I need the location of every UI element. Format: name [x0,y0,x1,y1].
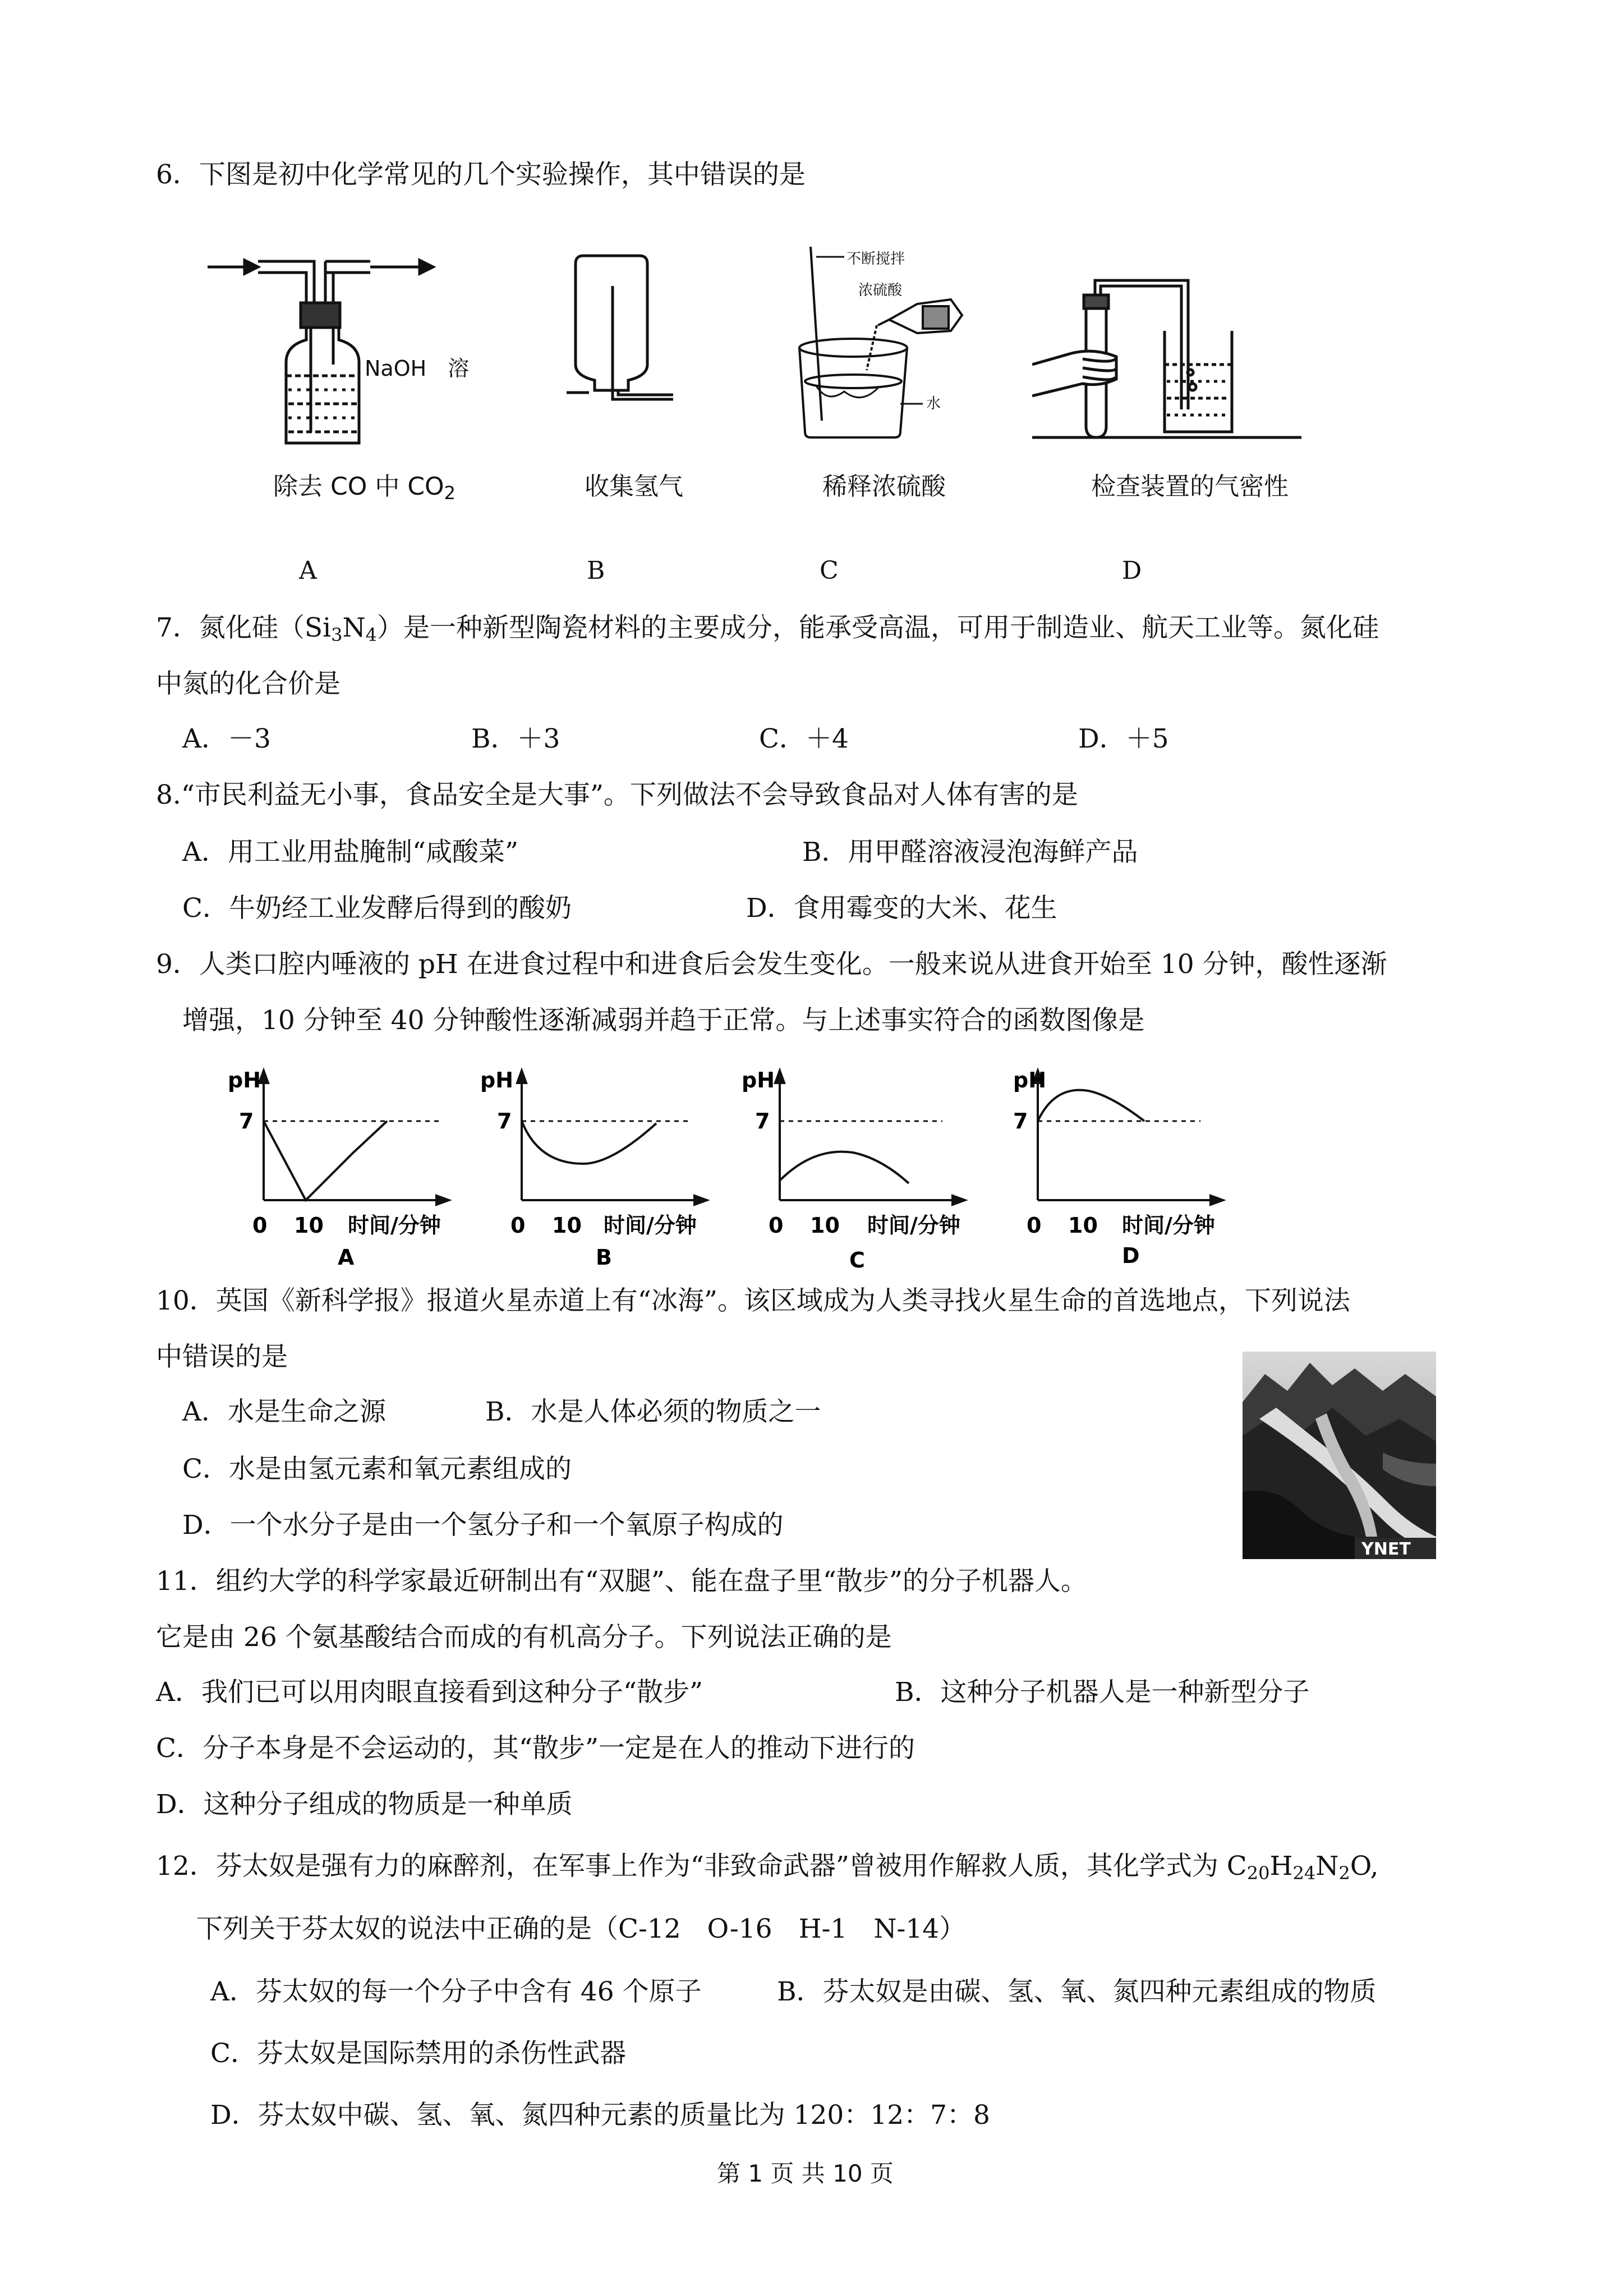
fig-a-gas-washing-bottle [191,241,505,454]
q9-d-letter: D [1122,1243,1140,1268]
q9-graph-b [466,1063,718,1281]
q8-option-b: B．用甲醛溶液浸泡海鲜产品 [802,837,1138,868]
q9-a-y7: 7 [239,1109,254,1133]
q9-c-xlabel: 时间/分钟 [867,1213,960,1238]
q12-option-c: C．芬太奴是国际禁用的杀伤性武器 [210,2038,626,2069]
q10-option-d: D．一个水分子是由一个氢分子和一个氧原子构成的 [182,1510,784,1541]
q7-option-a: A．－3 [182,723,271,754]
q10-option-b: B．水是人体必须的物质之一 [485,1396,821,1427]
fig-a-label: NaOH 溶 [365,356,470,381]
q7-stem-line2: 中氮的化合价是 [156,668,341,699]
q12-option-d: D．芬太奴中碳、氢、氧、氮四种元素的质量比为 120：12：7：8 [210,2100,990,2131]
caption-a: 除去 CO 中 CO2 [273,472,456,504]
q12-stem: 12．芬太奴是强有力的麻醉剂，在军事上作为“非致命武器”曾被用作解救人质，其化学式为 C20H24N2O, [156,1851,1379,1884]
q9-b-x10: 10 [552,1213,582,1238]
q8-option-d: D．食用霉变的大米、花生 [746,893,1057,924]
q9-c-y7: 7 [755,1109,770,1133]
q11-option-a: A．我们已可以用肉眼直接看到这种分子“散步” [156,1677,703,1708]
q7-option-d: D．＋5 [1078,723,1169,754]
q7-option-c: C．＋4 [759,723,849,754]
q10-stem-line2: 中错误的是 [156,1341,288,1372]
q11-stem: 11．组约大学的科学家最近研制出有“双腿”、能在盘子里“散步”的分子机器人。 [156,1566,1087,1597]
q9-b-y7: 7 [497,1109,512,1133]
q10-option-c: C．水是由氢元素和氧元素组成的 [182,1454,572,1484]
q6-stem: 6．下图是初中化学常见的几个实验操作，其中错误的是 [156,159,806,190]
caption-b: 收集氢气 [585,472,683,501]
q9-graph-c [724,1063,976,1281]
fig-b-inverted-bottle [555,252,701,415]
q10-option-a: A．水是生命之源 [182,1396,386,1427]
fig-c-stir-label: 不断搅拌 [846,251,905,268]
q9-c-x0: 0 [769,1213,784,1238]
glacier-photo [1243,1352,1436,1559]
q9-c-letter: C [849,1248,865,1273]
photo-watermark: YNET [1361,1539,1411,1559]
q9-a-ylabel: pH [228,1068,261,1092]
q9-b-letter: B [596,1245,612,1270]
q12-option-a: A．芬太奴的每一个分子中含有 46 个原子 [210,1976,702,2007]
option-letter-d: D [1122,556,1142,585]
q11-option-d: D．这种分子组成的物质是一种单质 [156,1789,573,1820]
q9-d-xlabel: 时间/分钟 [1122,1213,1215,1238]
q9-b-xlabel: 时间/分钟 [604,1213,697,1238]
q11-option-b: B．这种分子机器人是一种新型分子 [895,1677,1310,1708]
q8-option-c: C．牛奶经工业发酵后得到的酸奶 [182,893,572,924]
fig-d-airtightness-check [1032,269,1313,443]
q11-option-c: C．分子本身是不会运动的，其“散步”一定是在人的推动下进行的 [156,1733,915,1764]
q9-a-xlabel: 时间/分钟 [348,1213,441,1238]
q9-b-ylabel: pH [480,1068,514,1092]
option-letter-a: A [299,556,317,585]
q7-option-b: B．＋3 [471,723,560,754]
option-letter-b: B [587,556,605,585]
q9-graph-a [208,1063,454,1281]
q9-c-x10: 10 [810,1213,840,1238]
q9-a-x10: 10 [294,1213,324,1238]
q12-option-b: B．芬太奴是由碳、氢、氧、氮四种元素组成的物质 [777,1976,1377,2007]
q9-b-x0: 0 [510,1213,526,1238]
q9-a-x0: 0 [252,1213,268,1238]
fig-c-acid-label: 浓硫酸 [858,282,903,299]
q9-d-ylabel: pH [1013,1068,1047,1092]
q12-stem-line2: 下列关于芬太奴的说法中正确的是（C-12 O-16 H-1 N-14） [196,1914,966,1944]
q8-stem: 8.“市民利益无小事，食品安全是大事”。下列做法不会导致食品对人体有害的是 [156,780,1078,810]
caption-d: 检查装置的气密性 [1091,472,1289,501]
q9-d-x0: 0 [1027,1213,1042,1238]
q9-graph-d [982,1063,1262,1281]
q9-d-x10: 10 [1068,1213,1098,1238]
q10-stem: 10．英国《新科学报》报道火星赤道上有“冰海”。该区域成为人类寻找火星生命的首选地点，下列说法 [156,1285,1350,1316]
q9-stem-line2: 增强，10 分钟至 40 分钟酸性逐渐减弱并趋于正常。与上述事实符合的函数图像是 [182,1005,1145,1036]
q9-c-ylabel: pH [742,1068,775,1092]
fig-c-diluting-acid [783,241,1007,443]
page-footer: 第 1 页 共 10 页 [717,2160,894,2187]
caption-c: 稀释浓硫酸 [822,472,946,501]
option-letter-c: C [820,556,839,585]
q8-option-a: A．用工业用盐腌制“咸酸菜” [182,837,518,868]
q9-d-y7: 7 [1013,1109,1028,1133]
fig-c-water-label: 水 [926,395,941,412]
q7-stem: 7．氮化硅（Si3N4）是一种新型陶瓷材料的主要成分，能承受高温，可用于制造业、航天工业等。氮化硅 [156,612,1379,646]
q9-stem: 9．人类口腔内唾液的 pH 在进食过程中和进食后会发生变化。一般来说从进食开始至 10 分钟，酸性逐渐 [156,949,1387,980]
q9-a-letter: A [338,1245,355,1270]
q11-stem-line2: 它是由 26 个氨基酸结合而成的有机高分子。下列说法正确的是 [156,1622,892,1653]
